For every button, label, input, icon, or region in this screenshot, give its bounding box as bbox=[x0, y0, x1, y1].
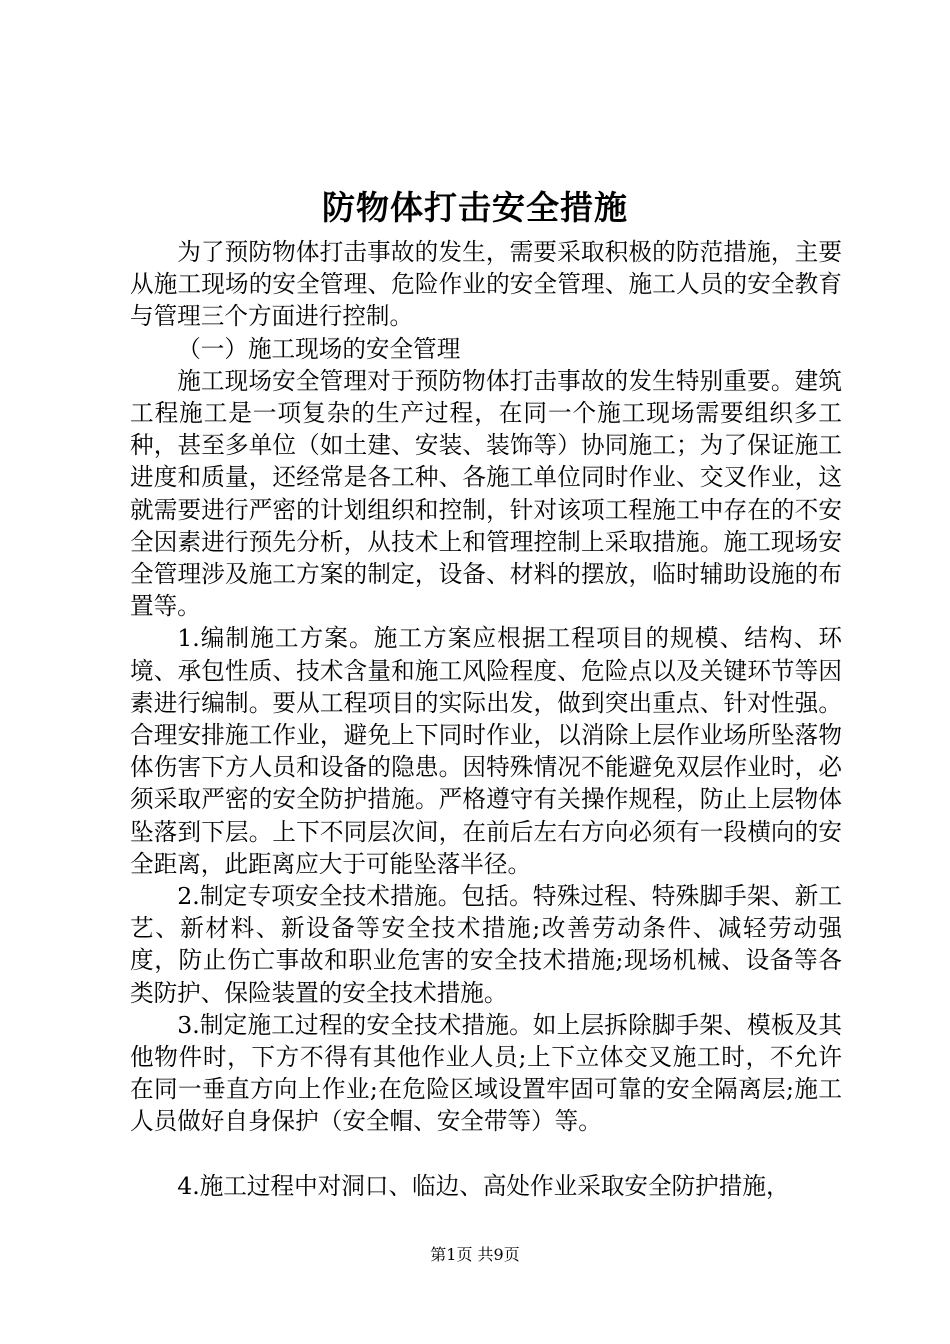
section-heading: （一）施工现场的安全管理 bbox=[177, 334, 461, 363]
paragraph-intro: 为了预防物体打击事故的发生，需要采取积极的防范措施，主要从施工现场的安全管理、危险作业的安全管理、施工人员的安全教育与管理三个方面进行控制。 bbox=[130, 238, 842, 331]
document-body bbox=[130, 236, 842, 1202]
paragraph-site-management: 施工现场安全管理对于预防物体打击事故的发生特别重要。建筑工程施工是一项复杂的生产过程，在同一个施工现场需要组织多工种，甚至多单位（如土建、安装、装饰等）协同施工；为了保证施工进度和质量，还经常是各工种、各施工单位同时作业、交叉作业，这就需要进行严密的计划组织和控制，针对该项工程施工中存在的不安全因素进行预先分析，从技术上和管理控制上采取措施。施工现场安全管理涉及施工方案的制定，设备、材料的摆放，临时辅助设施的布置等。 bbox=[130, 366, 842, 621]
page-footer: 第1页 共9页 bbox=[430, 1245, 520, 1264]
paragraph-item-2: 2.制定专项安全技术措施。包括。特殊过程、特殊脚手架、新工艺、新材料、新设备等安全技术措施;改善劳动条件、减轻劳动强度，防止伤亡事故和职业危害的安全技术措施;现场机械、设备等各类防护、保险装置的安全技术措施。 bbox=[130, 882, 842, 1007]
paragraph-item-1: 1.编制施工方案。施工方案应根据工程项目的规模、结构、环境、承包性质、技术含量和施工风险程度、危险点以及关键环节等因素进行编制。要从工程项目的实际出发，做到突出重点、针对性强。合理安排施工作业，避免上下同时作业，以消除上层作业场所坠落物体伤害下方人员和设备的隐患。因特殊情况不能避免双层作业时，必须采取严密的安全防护措施。严格遵守有关操作规程，防止上层物体坠落到下层。上下不同层次间，在前后左右方向必须有一段横向的安全距离，此距离应大于可能坠落半径。 bbox=[130, 624, 842, 878]
paragraph-item-3: 3.制定施工过程的安全技术措施。如上层拆除脚手架、模板及其他物件时，下方不得有其他作业人员;上下立体交叉施工时，不允许在同一垂直方向上作业;在危险区域设置牢固可靠的安全隔离层;施工人员做好自身保护（安全帽、安全带等）等。 bbox=[130, 1010, 842, 1136]
paragraph-item-4: 4.施工过程中对洞口、临边、高处作业采取安全防护措施， bbox=[177, 1171, 790, 1200]
document-title: 防物体打击安全措施 bbox=[322, 188, 628, 227]
